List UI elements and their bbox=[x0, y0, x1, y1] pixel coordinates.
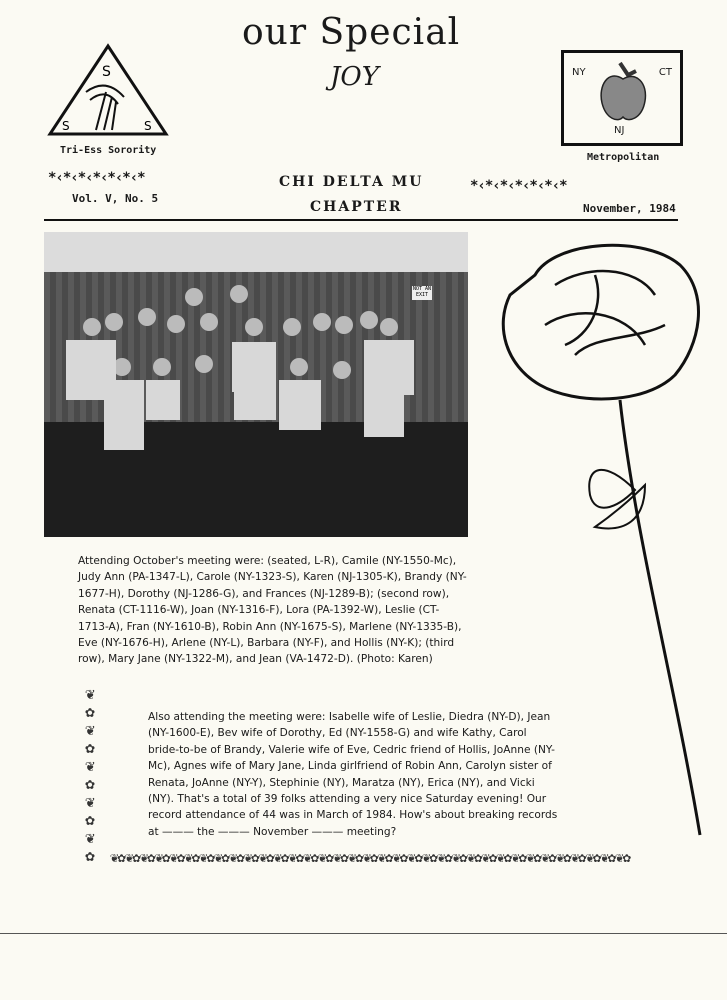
newsletter-title: our Special bbox=[242, 12, 461, 53]
svg-text:S: S bbox=[144, 119, 152, 133]
metropolitan-logo bbox=[561, 50, 683, 146]
exit-sign: NOT AN EXIT bbox=[412, 286, 432, 298]
apple-icon bbox=[598, 61, 648, 127]
page-edge-line bbox=[0, 933, 727, 934]
header-rule bbox=[44, 219, 678, 221]
vine-ornament-left: ❦ ✿ ❦ ✿ ❦ ✿ ❦ ✿ ❦ ✿ bbox=[85, 684, 95, 865]
logo-label-ny: NY bbox=[572, 67, 586, 78]
chapter-label: CHAPTER bbox=[310, 199, 403, 215]
tri-ess-logo bbox=[46, 42, 170, 138]
issue-date: November, 1984 bbox=[583, 202, 676, 215]
chapter-name: CHI DELTA MU bbox=[279, 174, 424, 190]
stars-right: *‹*‹*‹*‹*‹*‹* bbox=[470, 178, 567, 194]
svg-text:S: S bbox=[62, 119, 70, 133]
group-photo bbox=[44, 232, 468, 537]
logo-label-nj: NJ bbox=[614, 125, 625, 136]
volume-number: Vol. V, No. 5 bbox=[72, 192, 159, 205]
vine-border-bottom: ❦✿❦✿❦✿❦✿❦✿❦✿❦✿❦✿❦✿❦✿❦✿❦✿❦✿❦✿❦✿❦✿❦✿❦✿❦✿❦✿❦✿❦✿❦✿❦✿❦✿❦✿❦✿❦✿❦✿❦✿❦✿❦✿❦✿❦✿❦✿ bbox=[110, 850, 631, 866]
metropolitan-caption: Metropolitan bbox=[587, 152, 660, 163]
newsletter-title-joy: JOY bbox=[330, 62, 379, 92]
tri-ess-caption: Tri-Ess Sorority bbox=[60, 145, 157, 156]
logo-label-ct: CT bbox=[658, 67, 672, 78]
stars-left: *‹*‹*‹*‹*‹*‹* bbox=[48, 170, 145, 186]
article-text: Also attending the meeting were: Isabelle wife of Leslie, Diedra (NY-D), Jean (NY-1600-E), Bev wife of Dorothy, Ed (NY-1558-G) and wife Kathy, Carol bride-to-be of Brandy, Valerie wife of Eve, Cedric friend of Hollis, JoAnne (NY-Mc), Agnes wife of Mary Jane, Linda girlfriend of Robin Ann, Carolyn sister of Renata, JoAnne (NY-Y), Stephinie (NY), Maratza (NY), Erica (NY), and Vicki (NY). That's a total of 39 folks attending a very nice Saturday evening! Our record attendance of 44 was in March of 1984. How's about breaking records at ——— the ——— November ——— meeting? bbox=[148, 711, 558, 838]
svg-text:S: S bbox=[102, 64, 111, 80]
photo-caption: Attending October's meeting were: (seated, L-R), Camile (NY-1550-Mc), Judy Ann (PA-1347-L), Carole (NY-1323-S), Karen (NJ-1305-K), Brandy (NY-1677-H), Dorothy (NJ-1286-G), and Frances (NJ-1289-B); (second row), Renata (CT-1116-W), Joan (NY-1316-F), Lora (PA-1392-W), Leslie (CT-1713-A), Fran (NY-1610-B), Robin Ann (NY-1675-S), Marlene (NY-1335-B), Eve (NY-1676-H), Arlene (NY-L), Barbara (NY-F), and Hollis (NY-K); (third row), Mary Jane (NY-1322-M), and Jean (VA-1472-D). (Photo: Karen) bbox=[78, 555, 467, 666]
people-silhouettes bbox=[44, 232, 468, 537]
